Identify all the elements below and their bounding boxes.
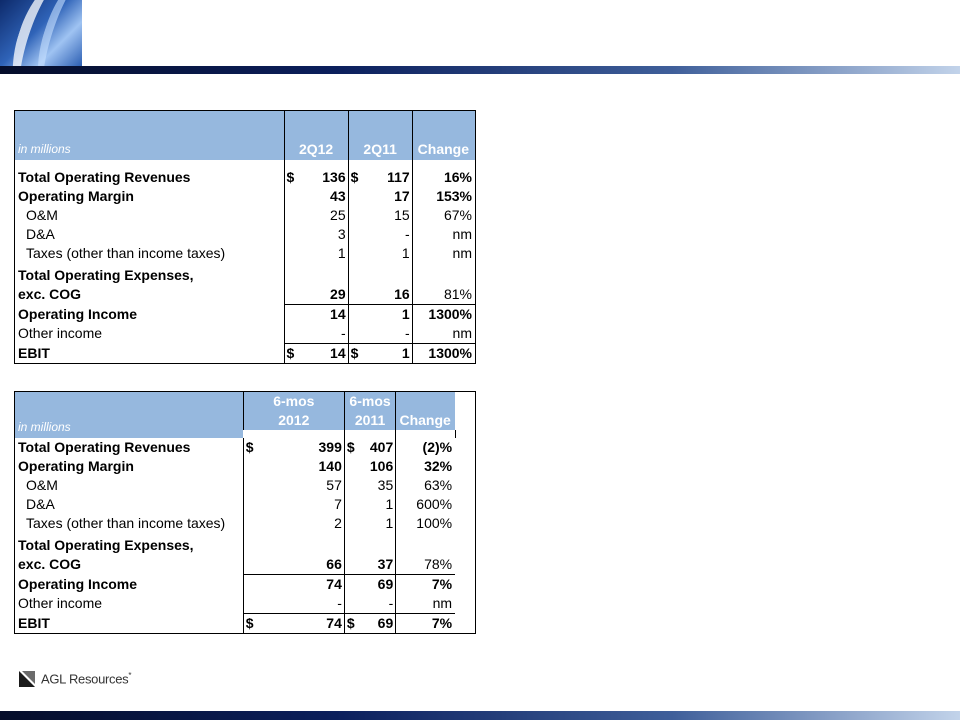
currency-symbol [287,324,297,343]
currency-symbol [351,285,361,304]
units-label: in millions [15,111,285,161]
currency-symbol [347,594,357,613]
value: 57 [326,477,342,493]
currency-symbol [351,187,361,206]
value: 69 [377,576,394,592]
table-row [15,533,476,555]
value-cell [344,594,395,614]
value: 136 [322,169,346,185]
change-cell [396,533,455,555]
row-label: exc. COG [18,286,82,303]
value-cell [348,244,412,263]
value: 7 [334,496,342,512]
row-label: D&A [26,496,55,512]
table-row [15,305,476,325]
row-label: Operating Income [18,305,138,322]
row-label: D&A [26,226,55,242]
currency-symbol [347,495,357,514]
table-row [15,575,476,595]
units-label: in millions [15,392,244,439]
currency-symbol [246,514,256,533]
value: 140 [318,458,342,474]
value-cell [284,187,348,206]
row-label: EBIT [18,614,50,631]
currency-symbol [351,305,361,324]
value-cell [284,324,348,344]
row-label: O&M [26,207,58,223]
value: 1 [401,245,410,261]
value: 35 [377,477,394,493]
value-cell [284,168,348,187]
value-cell [284,244,348,263]
value: 117 [387,169,410,185]
value: 2 [334,515,342,531]
value: 3 [337,226,346,242]
table-row [15,555,476,575]
currency-symbol [246,495,256,514]
value-cell [344,476,395,495]
column-header-line2: 2011 [354,412,386,428]
table-row [15,614,476,634]
change-cell: nm [412,225,475,244]
row-label: exc. COG [18,556,82,573]
table-row [15,594,476,614]
change-cell: 32% [396,457,455,476]
change-cell: 100% [396,514,455,533]
header-logo-graphic [0,0,82,66]
table-row [15,457,476,476]
value: 1 [385,496,394,512]
change-cell: (2)% [396,438,455,457]
row-label: Operating Margin [18,188,134,204]
currency-symbol: $ [245,615,254,631]
value-cell [344,514,395,533]
column-header-line2: 2012 [278,412,310,428]
value-cell [344,438,395,457]
currency-symbol [287,187,297,206]
value-cell [344,495,395,514]
value-cell [243,614,344,634]
value-cell [348,206,412,225]
value-cell [284,263,348,285]
change-cell: 67% [412,206,475,225]
column-header [396,392,455,431]
table-header-row [15,392,476,431]
value: 43 [330,188,346,204]
currency-symbol [246,575,256,594]
column-header-line1: 6-mos [273,393,315,409]
currency-symbol [351,225,361,244]
currency-symbol [246,457,256,476]
value: 66 [326,556,342,572]
currency-symbol [351,324,361,343]
change-cell: nm [396,594,455,614]
value: - [405,226,410,242]
table-header-row [15,111,476,161]
table-row [15,476,476,495]
value: - [340,325,346,341]
row-label: Total Operating Revenues [18,169,191,185]
row-label: Taxes (other than income taxes) [26,245,226,261]
value-cell [348,263,412,285]
currency-symbol [347,457,357,476]
row-label: EBIT [18,344,50,361]
table-row [15,225,476,244]
change-cell: 7% [396,575,455,595]
change-cell: 600% [396,495,455,514]
change-cell: 7% [396,614,455,634]
value: - [337,595,342,611]
value-cell [348,187,412,206]
value: 1 [385,515,394,531]
currency-symbol: $ [346,615,355,631]
table-row [15,514,476,533]
table-row [15,495,476,514]
currency-symbol [347,575,357,594]
value-cell [348,225,412,244]
value-cell [348,344,412,364]
value: 69 [377,615,394,631]
currency-symbol: $ [350,345,359,361]
row-label: Total Operating Revenues [18,439,191,455]
value-cell [348,285,412,305]
column-header-line2: Change [399,412,451,428]
value-cell [284,305,348,325]
column-header-line: Change [417,141,469,157]
currency-symbol [347,555,357,574]
value: 15 [394,207,410,223]
footer-divider-bar [0,711,960,720]
change-cell: nm [412,324,475,344]
quarterly-results-table [14,110,476,364]
currency-symbol: $ [286,169,295,185]
header-divider-bar [0,66,960,74]
value-cell [243,594,344,614]
table-row [15,285,476,305]
column-header [243,392,344,431]
value-cell [284,344,348,364]
value-cell [284,225,348,244]
table-row [15,344,476,364]
currency-symbol: $ [286,345,295,361]
row-label: Operating Income [18,575,138,592]
value-cell [243,438,344,457]
value: 29 [330,286,346,302]
value: 399 [318,439,342,455]
value: 16 [394,286,410,302]
change-cell: 81% [412,285,475,305]
value: 1 [401,345,410,361]
value: 14 [330,345,346,361]
agl-resources-logo [18,670,131,688]
value: 74 [326,576,342,592]
value-cell [344,575,395,595]
table-row [15,438,476,457]
value-cell [348,324,412,344]
column-header [412,111,475,161]
currency-symbol [287,285,297,304]
change-cell: nm [412,244,475,263]
table-row [15,263,476,285]
value-cell [243,575,344,595]
value-cell [344,457,395,476]
currency-symbol [246,594,256,613]
six-month-results-table [14,391,476,634]
value: 25 [330,207,346,223]
currency-symbol [246,476,256,495]
row-label: O&M [26,477,58,493]
currency-symbol [347,514,357,533]
value-cell [348,305,412,325]
row-label: Other income [18,595,103,612]
row-label: Other income [18,325,103,342]
value: 17 [394,188,410,204]
column-header-line1: 6-mos [349,393,391,409]
currency-symbol [287,244,297,263]
column-header [344,392,395,431]
change-cell: 16% [412,168,475,187]
brand-name: AGL Resources* [41,671,132,687]
column-header-line: 2Q11 [363,141,397,157]
table-row [15,324,476,344]
value-cell [284,206,348,225]
currency-symbol [351,244,361,263]
value-cell [284,285,348,305]
value-cell [348,168,412,187]
value-cell [243,533,344,555]
row-label: Operating Margin [18,458,134,474]
value: 407 [369,439,394,455]
currency-symbol [246,555,256,574]
change-cell: 78% [396,555,455,575]
change-cell: 1300% [412,305,475,325]
currency-symbol [347,476,357,495]
change-cell: 63% [396,476,455,495]
column-header-line: 2Q12 [298,141,334,157]
value-cell [344,555,395,575]
row-label: Total Operating Expenses, [18,267,194,283]
currency-symbol [287,225,297,244]
value: 74 [326,615,342,631]
value: 1 [401,306,410,322]
currency-symbol: $ [346,439,355,455]
value: - [405,325,410,341]
change-cell: 153% [412,187,475,206]
value: 37 [377,556,394,572]
change-cell: 1300% [412,344,475,364]
value-cell [243,555,344,575]
column-header [284,111,348,161]
value-cell [243,495,344,514]
value-cell [243,514,344,533]
value: 106 [369,458,394,474]
change-cell [412,263,475,285]
value: 1 [337,245,346,261]
column-header [348,111,412,161]
table-row [15,187,476,206]
currency-symbol [287,305,297,324]
value-cell [344,614,395,634]
table-row [15,206,476,225]
row-label: Taxes (other than income taxes) [26,515,226,531]
table-row [15,244,476,263]
value: - [388,595,394,611]
currency-symbol: $ [350,169,359,185]
currency-symbol [287,206,297,225]
value: 14 [330,306,346,322]
agl-mark-icon [18,670,36,688]
table-row [15,168,476,187]
currency-symbol: $ [245,439,254,455]
value-cell [243,457,344,476]
row-label: Total Operating Expenses, [18,537,194,553]
value-cell [243,476,344,495]
currency-symbol [351,206,361,225]
value-cell [344,533,395,555]
